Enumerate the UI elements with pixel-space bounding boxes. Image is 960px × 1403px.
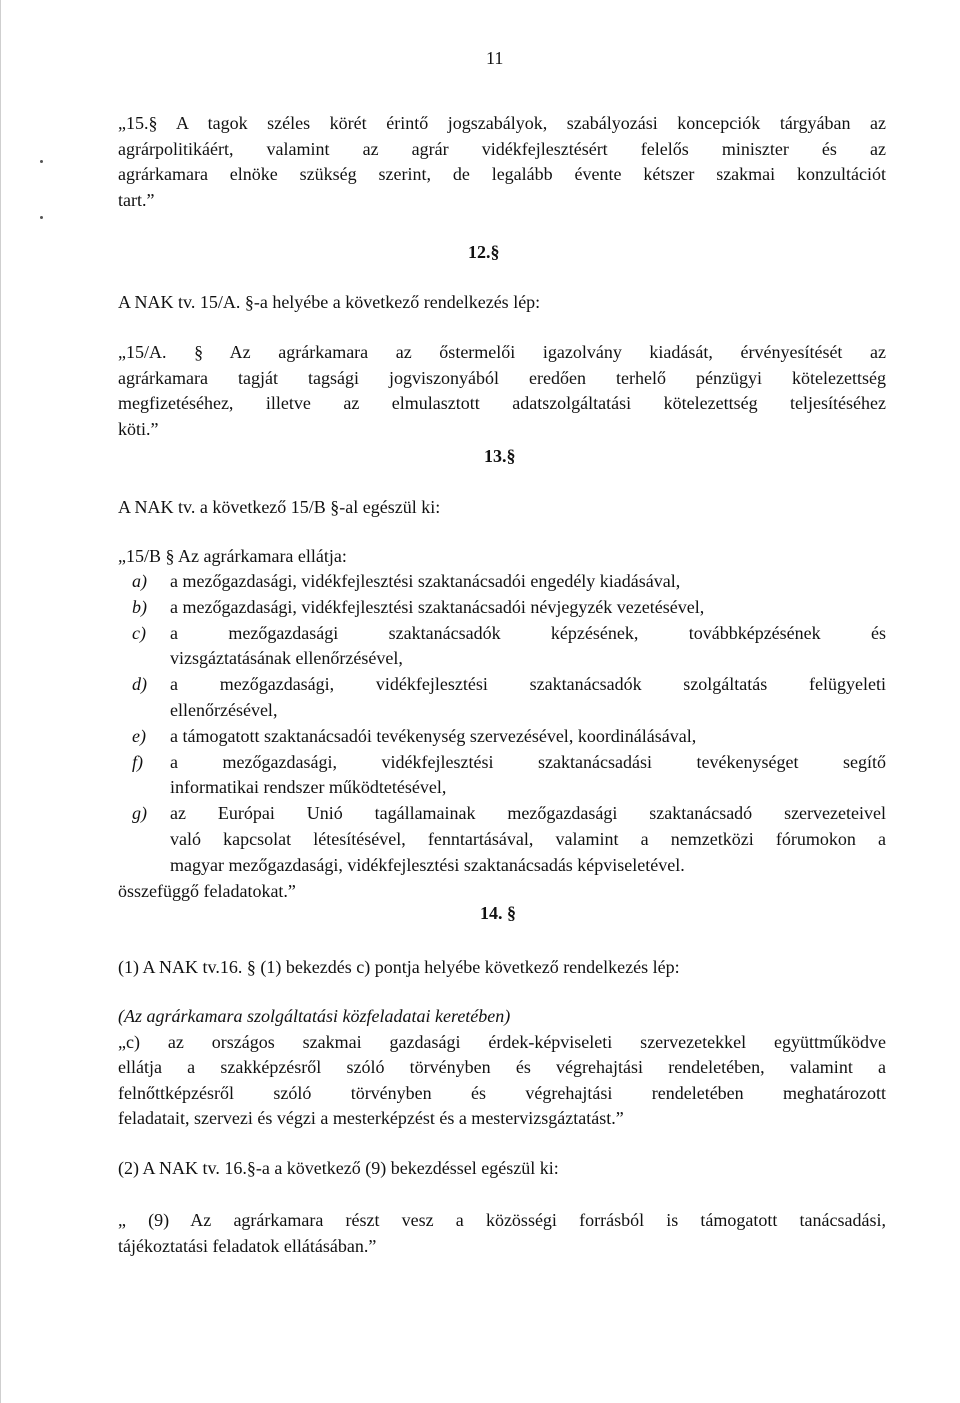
item-label: b) — [132, 596, 147, 617]
item-text: magyar mezőgazdasági, vidékfejlesztési szaktanácsadás képviseletével. — [170, 854, 685, 875]
section-14-p1 — [118, 1004, 886, 1132]
text-line: feladatait, szervezi és végzi a mesterképzést és a mestervizsgáztatást.” — [118, 1108, 624, 1128]
item-text: a támogatott szaktanácsadói tevékenység szervezésével, koordinálásával, — [170, 725, 697, 746]
item-text: az Európai Unió tagállamainak mezőgazdasági szaktanácsadó szervezeteivel — [170, 803, 886, 824]
text-line: (1) A NAK tv.16. § (1) bekezdés c) pontja helyébe következő rendelkezés lép: — [118, 957, 680, 977]
section-heading-13: 13.§ — [484, 446, 516, 466]
section-14-p2 — [118, 1208, 886, 1259]
page-number: 11 — [486, 48, 504, 68]
text-line: „c) az országos szakmai gazdasági érdek-képviseleti szervezetekkel együttműködve — [118, 1031, 886, 1052]
scan-speck — [40, 160, 43, 163]
section-heading-12: 12.§ — [468, 242, 500, 262]
text-line: agrárpolitikáért, valamint az agrár vidékfejlesztésért felelős miniszter és az — [118, 138, 886, 159]
section-13-closing: összefüggő feladatokat.” — [118, 880, 296, 901]
text-line: felnőttképzésről szóló törvényben és végrehajtási rendeletében meghatározott — [118, 1082, 886, 1103]
section-14-p1-intro — [118, 955, 886, 981]
section-12-quote — [118, 340, 886, 442]
text-line: (2) A NAK tv. 16.§-a a következő (9) bekezdéssel egészül ki: — [118, 1158, 559, 1178]
list-item — [118, 750, 886, 802]
text-line: A NAK tv. 15/A. §-a helyébe a következő rendelkezés lép: — [118, 292, 541, 312]
item-label: d) — [132, 674, 147, 695]
item-label: c) — [132, 622, 146, 643]
section-heading-14: 14. § — [480, 903, 516, 923]
list-item — [118, 621, 886, 673]
list-item — [118, 595, 886, 621]
text-line: A NAK tv. a következő 15/B §-al egészül ki: — [118, 497, 441, 517]
text-line: agrárkamara elnöke szükség szerint, de legalább évente kétszer szakmai konzultációt — [118, 164, 886, 184]
text-line: köti.” — [118, 418, 159, 439]
context-line: (Az agrárkamara szolgáltatási közfeladatai keretében) — [118, 1006, 511, 1026]
item-label: f) — [132, 751, 143, 772]
item-text: a mezőgazdasági, vidékfejlesztési szaktanácsadói névjegyzék vezetésével, — [170, 596, 705, 617]
item-label: a) — [132, 571, 147, 591]
text-line: megfizetéséhez, illetve az elmulasztott adatszolgáltatási kötelezettség teljesítéséhez — [118, 393, 886, 413]
text-line: „15/A. § Az agrárkamara az őstermelői igazolvány kiadását, érvényesítését az — [118, 342, 886, 362]
item-label: g) — [132, 803, 147, 824]
list-item — [118, 724, 886, 750]
list-item — [118, 569, 886, 595]
item-text: ellenőrzésével, — [170, 699, 278, 720]
list-item — [118, 672, 886, 724]
list-item — [118, 801, 886, 878]
item-text: a mezőgazdasági szaktanácsadók képzésének, továbbképzésének és — [170, 622, 886, 643]
text-line: „15.§ A tagok széles körét érintő jogszabályok, szabályozási koncepciók tárgyában az — [118, 113, 886, 133]
item-text: informatikai rendszer működtetésével, — [170, 777, 447, 798]
section-13-quote-intro — [118, 544, 886, 570]
section-12-intro — [118, 290, 886, 316]
item-text: való kapcsolat létesítésével, fenntartásával, valamint a nemzetközi fórumokon a — [170, 828, 886, 849]
section-13-intro — [118, 495, 886, 521]
section-13-list — [118, 569, 886, 904]
text-line: „15/B § Az agrárkamara ellátja: — [118, 546, 347, 566]
item-text: a mezőgazdasági, vidékfejlesztési szaktanácsadási tevékenységet segítő — [170, 751, 886, 772]
section-14-p2-intro — [118, 1156, 886, 1182]
text-line: agrárkamara tagját tagsági jogviszonyából eredően terhelő pénzügyi kötelezettség — [118, 367, 886, 388]
item-text: a mezőgazdasági, vidékfejlesztési szaktanácsadói engedély kiadásával, — [170, 571, 681, 591]
item-text: a mezőgazdasági, vidékfejlesztési szaktanácsadók szolgáltatás felügyeleti — [170, 674, 886, 695]
section-15-quote — [118, 111, 886, 213]
text-line: ellátja a szakképzésről szóló törvényben és végrehajtási rendeletében, valamint a — [118, 1057, 886, 1077]
text-line: tájékoztatási feladatok ellátásában.” — [118, 1235, 377, 1256]
page-edge-line — [0, 0, 1, 1403]
scan-speck — [40, 216, 43, 219]
item-label: e) — [132, 725, 146, 746]
text-line: „ (9) Az agrárkamara részt vesz a közösségi forrásból is támogatott tanácsadási, — [118, 1210, 886, 1230]
item-text: vizsgáztatásának ellenőrzésével, — [170, 648, 403, 669]
text-line: tart.” — [118, 189, 155, 210]
